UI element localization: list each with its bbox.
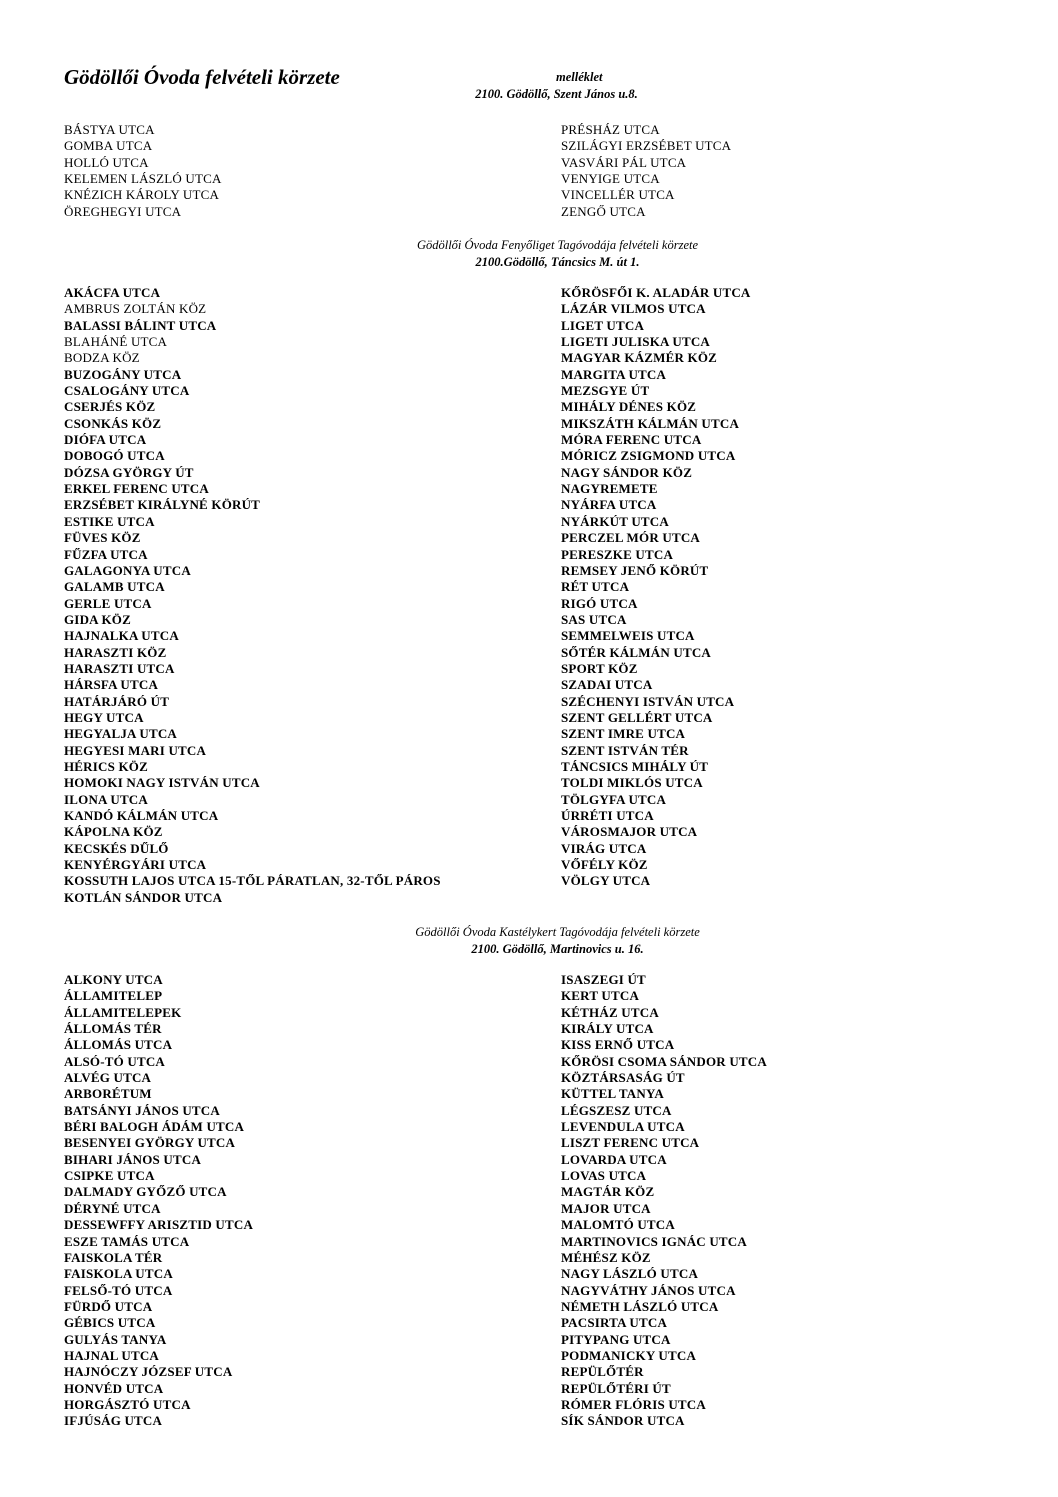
street-item: GULYÁS TANYA [64, 1331, 167, 1347]
street-item: CSERJÉS KÖZ [64, 399, 156, 415]
section2-header [0, 237, 1058, 270]
street-item: VÁROSMAJOR UTCA [561, 824, 698, 840]
street-item: ÁLLAMITELEP [64, 988, 163, 1004]
street-item: KŐRÖSFŐI K. ALADÁR UTCA [561, 285, 751, 300]
section1-left-list [64, 122, 222, 220]
street-item: KŐRÖSI CSOMA SÁNDOR UTCA [561, 1053, 767, 1069]
street-item: NAGY SÁNDOR KÖZ [561, 464, 693, 480]
street-item: MARTINOVICS IGNÁC UTCA [561, 1233, 747, 1249]
street-item: MARGITA UTCA [561, 366, 667, 382]
street-item: ILONA UTCA [64, 791, 148, 807]
section3-title: Gödöllői Óvoda Kastélykert Tagóvodája felvételi körzete [415, 925, 700, 939]
street-item: HAJNAL UTCA [64, 1347, 160, 1363]
street-item: VŐFÉLY KÖZ [561, 857, 648, 873]
street-item: ÁLLOMÁS UTCA [64, 1037, 173, 1053]
street-item: CSALOGÁNY UTCA [64, 383, 190, 399]
street-item: KIRÁLY UTCA [561, 1021, 654, 1037]
street-item: BLAHÁNÉ UTCA [64, 334, 168, 350]
street-item: MAJOR UTCA [561, 1200, 651, 1216]
street-item: DOBOGÓ UTCA [64, 448, 165, 464]
attachment-note: melléklet [556, 70, 603, 84]
street-item: FELSŐ-TÓ UTCA [64, 1282, 173, 1298]
street-item: KÉTHÁZ UTCA [561, 1004, 659, 1020]
street-item: HONVÉD UTCA [64, 1380, 164, 1396]
street-item: HOMOKI NAGY ISTVÁN UTCA [64, 775, 260, 791]
street-item: VENYIGE UTCA [561, 171, 660, 187]
street-item: ÁLLOMÁS TÉR [64, 1021, 162, 1037]
street-item: ESZE TAMÁS UTCA [64, 1233, 190, 1249]
street-item: NÉMETH LÁSZLÓ UTCA [561, 1298, 719, 1314]
street-item: PITYPANG UTCA [561, 1331, 671, 1347]
street-item: LÁZÁR VILMOS UTCA [561, 301, 706, 317]
street-item: BIHARI JÁNOS UTCA [64, 1151, 202, 1167]
street-item: HARASZTI KÖZ [64, 644, 167, 660]
street-item: SAS UTCA [561, 611, 627, 627]
street-item: MAGYAR KÁZMÉR KÖZ [561, 350, 718, 366]
street-item: MAGTÁR KÖZ [561, 1184, 655, 1200]
street-item: KÜTTEL TANYA [561, 1086, 664, 1102]
section3-left-list [64, 972, 253, 1430]
page-title: Gödöllői Óvoda felvételi körzete [64, 65, 340, 89]
street-item: BÉRI BALOGH ÁDÁM UTCA [64, 1119, 245, 1135]
street-item: ALKONY UTCA [64, 972, 163, 987]
section3-address: 2100. Gödöllő, Martinovics u. 16. [471, 941, 644, 956]
street-item: HORGÁSZTÓ UTCA [64, 1396, 191, 1412]
section3-header [0, 924, 1058, 957]
street-item: HEGY UTCA [64, 709, 144, 725]
street-item: VÖLGY UTCA [561, 873, 651, 889]
section2-left-list [64, 285, 441, 906]
street-item: MALOMTÓ UTCA [561, 1217, 675, 1233]
street-item: DÓZSA GYÖRGY ÚT [64, 464, 194, 480]
street-item: HÉRICS KÖZ [64, 758, 148, 774]
section2-address: 2100.Gödöllő, Táncsics M. út 1. [475, 254, 640, 269]
street-item: ARBORÉTUM [64, 1086, 152, 1102]
street-item: MÉHÉSZ KÖZ [561, 1249, 651, 1265]
street-item: FAISKOLA TÉR [64, 1249, 163, 1265]
section2-right-list [561, 285, 751, 890]
street-item: KANDÓ KÁLMÁN UTCA [64, 808, 219, 823]
street-item: LIGET UTCA [561, 317, 645, 333]
street-item: DÉRYNÉ UTCA [64, 1200, 161, 1216]
street-item: KERT UTCA [561, 988, 640, 1004]
street-item: BALASSI BÁLINT UTCA [64, 317, 217, 333]
main-address: 2100. Gödöllő, Szent János u.8. [475, 87, 638, 101]
street-item: FŰZFA UTCA [64, 546, 148, 562]
street-item: SÍK SÁNDOR UTCA [561, 1413, 685, 1429]
street-item: HARASZTI UTCA [64, 660, 175, 676]
street-item: SŐTÉR KÁLMÁN UTCA [561, 644, 712, 660]
street-item: GERLE UTCA [64, 595, 152, 611]
street-item: KNÉZICH KÁROLY UTCA [64, 187, 220, 203]
street-item: CSIPKE UTCA [64, 1168, 155, 1184]
street-item: LIGETI JULISKA UTCA [561, 334, 711, 350]
street-item: ALVÉG UTCA [64, 1070, 152, 1086]
street-item: ZENGŐ UTCA [561, 203, 646, 219]
street-item: KÖZTÁRSASÁG ÚT [561, 1070, 685, 1086]
street-item: RÉT UTCA [561, 579, 630, 595]
street-item: KISS ERNŐ UTCA [561, 1037, 675, 1053]
street-item: REPÜLŐTÉR [561, 1364, 644, 1380]
street-item: LEVENDULA UTCA [561, 1119, 685, 1135]
section1-right-list [561, 122, 731, 220]
street-item: IFJÚSÁG UTCA [64, 1413, 163, 1429]
street-item: SZILÁGYI ERZSÉBET UTCA [561, 138, 732, 154]
street-item: RIGÓ UTCA [561, 595, 638, 611]
street-item: NYÁRKÚT UTCA [561, 513, 669, 529]
street-item: HÁRSFA UTCA [64, 677, 159, 693]
street-item: ÖREGHEGYI UTCA [64, 203, 182, 219]
street-item: ÚRRÉTI UTCA [561, 808, 654, 823]
street-item: SPORT KÖZ [561, 660, 638, 676]
street-item: KENYÉRGYÁRI UTCA [64, 857, 207, 873]
street-item: PRÉSHÁZ UTCA [561, 122, 660, 137]
street-item: RÓMER FLÓRIS UTCA [561, 1396, 706, 1412]
street-item: FÜVES KÖZ [64, 530, 141, 546]
street-item: DESSEWFFY ARISZTID UTCA [64, 1217, 254, 1233]
street-item: TOLDI MIKLÓS UTCA [561, 775, 703, 791]
section2-title: Gödöllői Óvoda Fenyőliget Tagóvodája felvételi körzete [416, 238, 699, 252]
street-item: MÓRA FERENC UTCA [561, 432, 702, 448]
street-item: CSONKÁS KÖZ [64, 415, 162, 431]
street-item: ALSÓ-TÓ UTCA [64, 1053, 165, 1069]
street-item: PERESZKE UTCA [561, 546, 674, 562]
street-item: SEMMELWEIS UTCA [561, 628, 695, 644]
street-item: MIHÁLY DÉNES KÖZ [561, 399, 697, 415]
street-item: KECSKÉS DŰLŐ [64, 840, 169, 856]
street-item: LÉGSZESZ UTCA [561, 1102, 672, 1118]
street-item: SZENT IMRE UTCA [561, 726, 686, 742]
street-item: MÓRICZ ZSIGMOND UTCA [561, 448, 736, 464]
street-item: GALAMB UTCA [64, 579, 165, 595]
street-item: HAJNÓCZY JÓZSEF UTCA [64, 1364, 233, 1380]
street-item: REMSEY JENŐ KÖRÚT [561, 562, 709, 578]
street-item: NAGYVÁTHY JÁNOS UTCA [561, 1282, 736, 1298]
street-item: FÜRDŐ UTCA [64, 1298, 153, 1314]
street-item: DIÓFA UTCA [64, 432, 147, 448]
section3-right-list [561, 972, 767, 1430]
street-item: VASVÁRI PÁL UTCA [561, 154, 687, 170]
street-item: HEGYALJA UTCA [64, 726, 178, 742]
street-item: KELEMEN LÁSZLÓ UTCA [64, 171, 222, 187]
street-item: NYÁRFA UTCA [561, 497, 657, 513]
street-item: SZADAI UTCA [561, 677, 653, 693]
street-item: MIKSZÁTH KÁLMÁN UTCA [561, 415, 740, 431]
street-item: TÁNCSICS MIHÁLY ÚT [561, 758, 709, 774]
street-item: VINCELLÉR UTCA [561, 187, 675, 203]
street-item: PACSIRTA UTCA [561, 1315, 668, 1331]
street-item: GÉBICS UTCA [64, 1315, 156, 1331]
street-item: SZENT GELLÉRT UTCA [561, 709, 713, 725]
street-item: GIDA KÖZ [64, 611, 131, 627]
street-item: ÁLLAMITELEPEK [64, 1004, 182, 1020]
street-item: BODZA KÖZ [64, 350, 140, 366]
street-item: AMBRUS ZOLTÁN KÖZ [64, 301, 207, 317]
street-item: PODMANICKY UTCA [561, 1347, 697, 1363]
street-item: LISZT FERENC UTCA [561, 1135, 700, 1151]
street-item: KOSSUTH LAJOS UTCA 15-TŐL PÁRATLAN, 32-TŐL PÁROS [64, 873, 441, 889]
street-item: ESTIKE UTCA [64, 513, 155, 529]
street-item: NAGYREMETE [561, 481, 658, 497]
street-item: HAJNALKA UTCA [64, 628, 179, 644]
street-item: MEZSGYE ÚT [561, 383, 650, 399]
street-item: KOTLÁN SÁNDOR UTCA [64, 889, 223, 905]
street-item: ERZSÉBET KIRÁLYNÉ KÖRÚT [64, 497, 261, 513]
street-item: KÁPOLNA KÖZ [64, 824, 163, 840]
street-item: NAGY LÁSZLÓ UTCA [561, 1266, 699, 1282]
street-item: HATÁRJÁRÓ ÚT [64, 693, 170, 709]
street-item: VIRÁG UTCA [561, 840, 647, 856]
street-item: SZENT ISTVÁN TÉR [561, 742, 689, 758]
street-item: TÖLGYFA UTCA [561, 791, 667, 807]
street-item: GALAGONYA UTCA [64, 562, 191, 578]
street-item: SZÉCHENYI ISTVÁN UTCA [561, 693, 735, 709]
street-item: BÁSTYA UTCA [64, 122, 155, 137]
street-item: REPÜLŐTÉRI ÚT [561, 1380, 671, 1396]
street-item: FAISKOLA UTCA [64, 1266, 173, 1282]
street-item: BUZOGÁNY UTCA [64, 366, 182, 382]
street-item: HEGYESI MARI UTCA [64, 742, 207, 758]
street-item: DALMADY GYŐZŐ UTCA [64, 1184, 227, 1200]
street-item: LOVARDA UTCA [561, 1151, 667, 1167]
street-item: PERCZEL MÓR UTCA [561, 530, 700, 546]
street-item: GOMBA UTCA [64, 138, 153, 154]
street-item: BATSÁNYI JÁNOS UTCA [64, 1102, 220, 1118]
street-item: AKÁCFA UTCA [64, 285, 161, 300]
street-item: ERKEL FERENC UTCA [64, 481, 209, 497]
street-item: HOLLÓ UTCA [64, 154, 149, 170]
street-item: LOVAS UTCA [561, 1168, 647, 1184]
street-item: BESENYEI GYÖRGY UTCA [64, 1135, 236, 1151]
street-item: ISASZEGI ÚT [561, 972, 646, 987]
